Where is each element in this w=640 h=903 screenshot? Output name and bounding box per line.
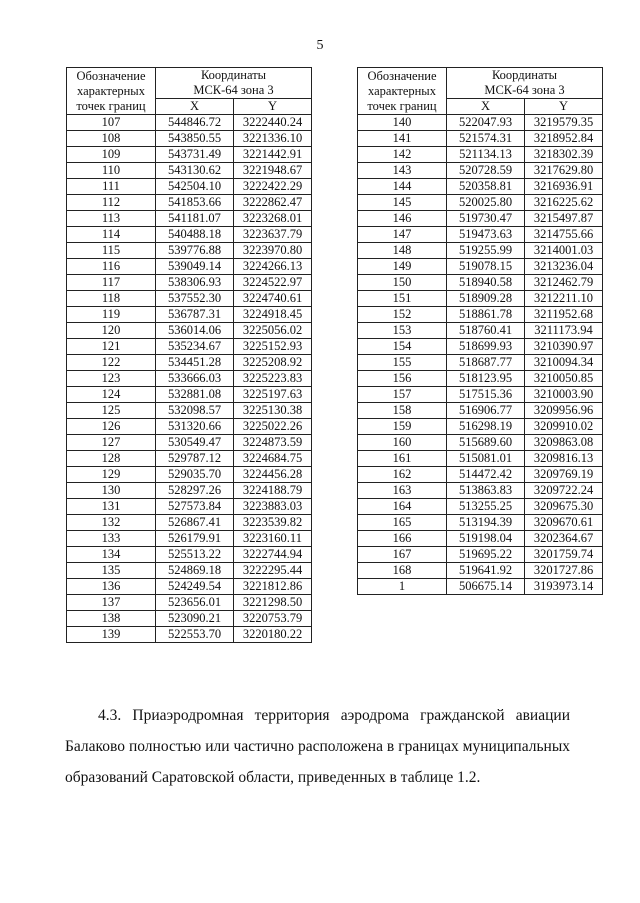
point-number-cell: 152 xyxy=(358,307,447,323)
designation-header-line: характерных xyxy=(368,83,436,98)
y-coordinate-cell: 3222295.44 xyxy=(234,563,312,579)
x-coordinate-cell: 525513.22 xyxy=(156,547,234,563)
y-coordinate-cell: 3209722.24 xyxy=(525,483,603,499)
table-row xyxy=(358,563,603,579)
x-header: X xyxy=(156,99,234,115)
x-coordinate-cell: 519473.63 xyxy=(447,227,525,243)
point-number-cell: 122 xyxy=(67,355,156,371)
point-number-cell: 117 xyxy=(67,275,156,291)
section-paragraph: 4.3. Приаэродромная территория аэродрома гражданской авиации Балаково полностью или частично расположена в границах муниципальных образований Саратовской области, приведенных в таблице 1.2. xyxy=(65,707,570,786)
y-coordinate-cell: 3202364.67 xyxy=(525,531,603,547)
y-coordinate-cell: 3210003.90 xyxy=(525,387,603,403)
table-row xyxy=(358,371,603,387)
designation-header xyxy=(358,68,447,115)
y-coordinate-cell: 3221336.10 xyxy=(234,131,312,147)
x-coordinate-cell: 518861.78 xyxy=(447,307,525,323)
x-coordinate-cell: 534451.28 xyxy=(156,355,234,371)
table-row xyxy=(358,115,603,131)
coordinates-header xyxy=(447,68,603,99)
y-coordinate-cell: 3224873.59 xyxy=(234,435,312,451)
x-coordinate-cell: 519078.15 xyxy=(447,259,525,275)
x-coordinate-cell: 517515.36 xyxy=(447,387,525,403)
point-number-cell: 140 xyxy=(358,115,447,131)
x-coordinate-cell: 544846.72 xyxy=(156,115,234,131)
point-number-cell: 108 xyxy=(67,131,156,147)
point-number-cell: 147 xyxy=(358,227,447,243)
x-coordinate-cell: 520025.80 xyxy=(447,195,525,211)
table-row xyxy=(67,435,312,451)
table-row xyxy=(67,595,312,611)
y-coordinate-cell: 3224522.97 xyxy=(234,275,312,291)
left-table-body xyxy=(67,115,312,643)
y-coordinate-cell: 3225208.92 xyxy=(234,355,312,371)
x-coordinate-cell: 518699.93 xyxy=(447,339,525,355)
x-coordinate-cell: 541181.07 xyxy=(156,211,234,227)
point-number-cell: 159 xyxy=(358,419,447,435)
y-coordinate-cell: 3201759.74 xyxy=(525,547,603,563)
table-row xyxy=(67,515,312,531)
designation-header xyxy=(67,68,156,115)
x-coordinate-cell: 538306.93 xyxy=(156,275,234,291)
table-row xyxy=(67,147,312,163)
y-coordinate-cell: 3201727.86 xyxy=(525,563,603,579)
table-row xyxy=(358,451,603,467)
y-coordinate-cell: 3225022.26 xyxy=(234,419,312,435)
y-coordinate-cell: 3218302.39 xyxy=(525,147,603,163)
table-row xyxy=(358,323,603,339)
table-row xyxy=(67,323,312,339)
x-coordinate-cell: 521134.13 xyxy=(447,147,525,163)
table-row xyxy=(67,179,312,195)
x-coordinate-cell: 518760.41 xyxy=(447,323,525,339)
y-coordinate-cell: 3224918.45 xyxy=(234,307,312,323)
table-row xyxy=(67,211,312,227)
coordinates-table-right xyxy=(357,67,603,595)
y-coordinate-cell: 3221812.86 xyxy=(234,579,312,595)
y-coordinate-cell: 3209863.08 xyxy=(525,435,603,451)
y-coordinate-cell: 3219579.35 xyxy=(525,115,603,131)
table-row xyxy=(358,291,603,307)
point-number-cell: 130 xyxy=(67,483,156,499)
table-row xyxy=(358,547,603,563)
point-number-cell: 167 xyxy=(358,547,447,563)
table-row xyxy=(67,579,312,595)
x-coordinate-cell: 527573.84 xyxy=(156,499,234,515)
y-coordinate-cell: 3220753.79 xyxy=(234,611,312,627)
x-coordinate-cell: 524869.18 xyxy=(156,563,234,579)
y-coordinate-cell: 3224456.28 xyxy=(234,467,312,483)
x-coordinate-cell: 513863.83 xyxy=(447,483,525,499)
table-row xyxy=(67,499,312,515)
y-coordinate-cell: 3223970.80 xyxy=(234,243,312,259)
table-row xyxy=(67,563,312,579)
y-coordinate-cell: 3214001.03 xyxy=(525,243,603,259)
point-number-cell: 153 xyxy=(358,323,447,339)
table-row xyxy=(358,131,603,147)
y-coordinate-cell: 3222440.24 xyxy=(234,115,312,131)
x-coordinate-cell: 519641.92 xyxy=(447,563,525,579)
y-coordinate-cell: 3209816.13 xyxy=(525,451,603,467)
table-row xyxy=(67,195,312,211)
y-coordinate-cell: 3216936.91 xyxy=(525,179,603,195)
x-coordinate-cell: 532881.08 xyxy=(156,387,234,403)
table-row xyxy=(67,483,312,499)
point-number-cell: 126 xyxy=(67,419,156,435)
x-coordinate-cell: 529787.12 xyxy=(156,451,234,467)
table-row xyxy=(67,419,312,435)
y-coordinate-cell: 3210050.85 xyxy=(525,371,603,387)
right-table-body xyxy=(358,115,603,595)
table-row xyxy=(358,419,603,435)
x-coordinate-cell: 542504.10 xyxy=(156,179,234,195)
designation-header-line: характерных xyxy=(77,83,145,98)
y-coordinate-cell: 3225130.38 xyxy=(234,403,312,419)
table-row xyxy=(67,403,312,419)
x-coordinate-cell: 543731.49 xyxy=(156,147,234,163)
point-number-cell: 136 xyxy=(67,579,156,595)
point-number-cell: 142 xyxy=(358,147,447,163)
y-coordinate-cell: 3212462.79 xyxy=(525,275,603,291)
table-row xyxy=(358,179,603,195)
y-coordinate-cell: 3210094.34 xyxy=(525,355,603,371)
table-row xyxy=(358,259,603,275)
point-number-cell: 166 xyxy=(358,531,447,547)
point-number-cell: 114 xyxy=(67,227,156,243)
table-row xyxy=(67,467,312,483)
table-row xyxy=(67,275,312,291)
point-number-cell: 119 xyxy=(67,307,156,323)
table-row xyxy=(358,275,603,291)
point-number-cell: 144 xyxy=(358,179,447,195)
y-coordinate-cell: 3225197.63 xyxy=(234,387,312,403)
x-coordinate-cell: 516906.77 xyxy=(447,403,525,419)
x-coordinate-cell: 543130.62 xyxy=(156,163,234,179)
x-coordinate-cell: 530549.47 xyxy=(156,435,234,451)
point-number-cell: 134 xyxy=(67,547,156,563)
table-row xyxy=(67,451,312,467)
point-number-cell: 120 xyxy=(67,323,156,339)
y-coordinate-cell: 3220180.22 xyxy=(234,627,312,643)
point-number-cell: 115 xyxy=(67,243,156,259)
table-row xyxy=(358,579,603,595)
y-coordinate-cell: 3224740.61 xyxy=(234,291,312,307)
table-row xyxy=(67,163,312,179)
table-row xyxy=(67,387,312,403)
point-number-cell: 131 xyxy=(67,499,156,515)
y-coordinate-cell: 3209769.19 xyxy=(525,467,603,483)
x-header: X xyxy=(447,99,525,115)
x-coordinate-cell: 518123.95 xyxy=(447,371,525,387)
x-coordinate-cell: 531320.66 xyxy=(156,419,234,435)
point-number-cell: 154 xyxy=(358,339,447,355)
x-coordinate-cell: 513194.39 xyxy=(447,515,525,531)
table-row xyxy=(67,339,312,355)
x-coordinate-cell: 536014.06 xyxy=(156,323,234,339)
x-coordinate-cell: 537552.30 xyxy=(156,291,234,307)
table-row xyxy=(358,243,603,259)
x-coordinate-cell: 535234.67 xyxy=(156,339,234,355)
point-number-cell: 116 xyxy=(67,259,156,275)
y-coordinate-cell: 3223539.82 xyxy=(234,515,312,531)
y-coordinate-cell: 3209675.30 xyxy=(525,499,603,515)
x-coordinate-cell: 519730.47 xyxy=(447,211,525,227)
x-coordinate-cell: 533666.03 xyxy=(156,371,234,387)
x-coordinate-cell: 516298.19 xyxy=(447,419,525,435)
table-row xyxy=(358,355,603,371)
point-number-cell: 158 xyxy=(358,403,447,419)
table-row xyxy=(358,483,603,499)
x-coordinate-cell: 520728.59 xyxy=(447,163,525,179)
x-coordinate-cell: 543850.55 xyxy=(156,131,234,147)
y-coordinate-cell: 3222862.47 xyxy=(234,195,312,211)
table-row xyxy=(67,307,312,323)
point-number-cell: 110 xyxy=(67,163,156,179)
x-coordinate-cell: 519695.22 xyxy=(447,547,525,563)
point-number-cell: 163 xyxy=(358,483,447,499)
table-row xyxy=(67,115,312,131)
x-coordinate-cell: 539776.88 xyxy=(156,243,234,259)
y-coordinate-cell: 3224266.13 xyxy=(234,259,312,275)
y-coordinate-cell: 3223160.11 xyxy=(234,531,312,547)
point-number-cell: 124 xyxy=(67,387,156,403)
x-coordinate-cell: 518687.77 xyxy=(447,355,525,371)
table-row xyxy=(358,387,603,403)
y-coordinate-cell: 3222744.94 xyxy=(234,547,312,563)
coordinates-table-left xyxy=(66,67,312,643)
table-row xyxy=(67,611,312,627)
table-row xyxy=(67,243,312,259)
point-number-cell: 137 xyxy=(67,595,156,611)
x-coordinate-cell: 514472.42 xyxy=(447,467,525,483)
designation-header-line: Обозначение xyxy=(367,68,437,83)
x-coordinate-cell: 524249.54 xyxy=(156,579,234,595)
y-coordinate-cell: 3217629.80 xyxy=(525,163,603,179)
point-number-cell: 155 xyxy=(358,355,447,371)
x-coordinate-cell: 539049.14 xyxy=(156,259,234,275)
x-coordinate-cell: 515081.01 xyxy=(447,451,525,467)
table-row xyxy=(358,307,603,323)
point-number-cell: 129 xyxy=(67,467,156,483)
y-coordinate-cell: 3225223.83 xyxy=(234,371,312,387)
point-number-cell: 164 xyxy=(358,499,447,515)
x-coordinate-cell: 540488.18 xyxy=(156,227,234,243)
table-row xyxy=(67,547,312,563)
point-number-cell: 151 xyxy=(358,291,447,307)
x-coordinate-cell: 522047.93 xyxy=(447,115,525,131)
y-coordinate-cell: 3211952.68 xyxy=(525,307,603,323)
point-number-cell: 145 xyxy=(358,195,447,211)
coordinates-header-line: Координаты xyxy=(491,68,558,82)
coordinates-header-line: МСК-64 зона 3 xyxy=(193,83,274,97)
x-coordinate-cell: 541853.66 xyxy=(156,195,234,211)
x-coordinate-cell: 506675.14 xyxy=(447,579,525,595)
coordinates-header-line: МСК-64 зона 3 xyxy=(484,83,565,97)
table-row xyxy=(358,467,603,483)
table-row xyxy=(67,131,312,147)
point-number-cell: 146 xyxy=(358,211,447,227)
y-header: Y xyxy=(525,99,603,115)
table-row xyxy=(358,435,603,451)
point-number-cell: 165 xyxy=(358,515,447,531)
table-row xyxy=(358,339,603,355)
y-coordinate-cell: 3222422.29 xyxy=(234,179,312,195)
point-number-cell: 150 xyxy=(358,275,447,291)
point-number-cell: 118 xyxy=(67,291,156,307)
y-coordinate-cell: 3209956.96 xyxy=(525,403,603,419)
y-coordinate-cell: 3223637.79 xyxy=(234,227,312,243)
table-row xyxy=(358,147,603,163)
x-coordinate-cell: 518909.28 xyxy=(447,291,525,307)
y-coordinate-cell: 3224684.75 xyxy=(234,451,312,467)
table-row xyxy=(67,227,312,243)
point-number-cell: 143 xyxy=(358,163,447,179)
y-coordinate-cell: 3218952.84 xyxy=(525,131,603,147)
designation-header-line: точек границ xyxy=(367,98,437,113)
y-coordinate-cell: 3214755.66 xyxy=(525,227,603,243)
table-row xyxy=(67,259,312,275)
point-number-cell: 111 xyxy=(67,179,156,195)
x-coordinate-cell: 520358.81 xyxy=(447,179,525,195)
table-row xyxy=(67,355,312,371)
point-number-cell: 141 xyxy=(358,131,447,147)
y-coordinate-cell: 3209670.61 xyxy=(525,515,603,531)
x-coordinate-cell: 519198.04 xyxy=(447,531,525,547)
y-coordinate-cell: 3225152.93 xyxy=(234,339,312,355)
y-coordinate-cell: 3216225.62 xyxy=(525,195,603,211)
y-coordinate-cell: 3221298.50 xyxy=(234,595,312,611)
point-number-cell: 133 xyxy=(67,531,156,547)
point-number-cell: 135 xyxy=(67,563,156,579)
point-number-cell: 139 xyxy=(67,627,156,643)
x-coordinate-cell: 532098.57 xyxy=(156,403,234,419)
y-coordinate-cell: 3221948.67 xyxy=(234,163,312,179)
point-number-cell: 148 xyxy=(358,243,447,259)
table-row xyxy=(67,371,312,387)
designation-header-line: Обозначение xyxy=(76,68,146,83)
table-row xyxy=(67,627,312,643)
y-coordinate-cell: 3210390.97 xyxy=(525,339,603,355)
page-number: 5 xyxy=(316,38,324,53)
table-row xyxy=(358,515,603,531)
y-coordinate-cell: 3225056.02 xyxy=(234,323,312,339)
point-number-cell: 132 xyxy=(67,515,156,531)
table-row xyxy=(358,163,603,179)
point-number-cell: 161 xyxy=(358,451,447,467)
x-coordinate-cell: 528297.26 xyxy=(156,483,234,499)
y-coordinate-cell: 3223268.01 xyxy=(234,211,312,227)
coordinates-header xyxy=(156,68,312,99)
x-coordinate-cell: 519255.99 xyxy=(447,243,525,259)
point-number-cell: 109 xyxy=(67,147,156,163)
point-number-cell: 128 xyxy=(67,451,156,467)
point-number-cell: 121 xyxy=(67,339,156,355)
y-coordinate-cell: 3224188.79 xyxy=(234,483,312,499)
point-number-cell: 107 xyxy=(67,115,156,131)
point-number-cell: 149 xyxy=(358,259,447,275)
point-number-cell: 162 xyxy=(358,467,447,483)
x-coordinate-cell: 523090.21 xyxy=(156,611,234,627)
point-number-cell: 138 xyxy=(67,611,156,627)
y-coordinate-cell: 3213236.04 xyxy=(525,259,603,275)
table-row xyxy=(67,531,312,547)
point-number-cell: 125 xyxy=(67,403,156,419)
x-coordinate-cell: 515689.60 xyxy=(447,435,525,451)
point-number-cell: 112 xyxy=(67,195,156,211)
x-coordinate-cell: 522553.70 xyxy=(156,627,234,643)
table-row xyxy=(358,531,603,547)
point-number-cell: 156 xyxy=(358,371,447,387)
point-number-cell: 123 xyxy=(67,371,156,387)
y-coordinate-cell: 3212211.10 xyxy=(525,291,603,307)
x-coordinate-cell: 526179.91 xyxy=(156,531,234,547)
point-number-cell: 113 xyxy=(67,211,156,227)
x-coordinate-cell: 526867.41 xyxy=(156,515,234,531)
table-row xyxy=(358,227,603,243)
designation-header-line: точек границ xyxy=(76,98,146,113)
point-number-cell: 1 xyxy=(358,579,447,595)
coordinates-header-line: Координаты xyxy=(200,68,267,82)
point-number-cell: 160 xyxy=(358,435,447,451)
y-coordinate-cell: 3193973.14 xyxy=(525,579,603,595)
y-coordinate-cell: 3211173.94 xyxy=(525,323,603,339)
x-coordinate-cell: 518940.58 xyxy=(447,275,525,291)
point-number-cell: 157 xyxy=(358,387,447,403)
table-row xyxy=(358,211,603,227)
y-coordinate-cell: 3209910.02 xyxy=(525,419,603,435)
table-row xyxy=(358,195,603,211)
table-row xyxy=(67,291,312,307)
table-row xyxy=(358,499,603,515)
table-row xyxy=(358,403,603,419)
y-header: Y xyxy=(234,99,312,115)
y-coordinate-cell: 3223883.03 xyxy=(234,499,312,515)
x-coordinate-cell: 513255.25 xyxy=(447,499,525,515)
point-number-cell: 168 xyxy=(358,563,447,579)
x-coordinate-cell: 529035.70 xyxy=(156,467,234,483)
x-coordinate-cell: 523656.01 xyxy=(156,595,234,611)
point-number-cell: 127 xyxy=(67,435,156,451)
y-coordinate-cell: 3221442.91 xyxy=(234,147,312,163)
x-coordinate-cell: 521574.31 xyxy=(447,131,525,147)
x-coordinate-cell: 536787.31 xyxy=(156,307,234,323)
y-coordinate-cell: 3215497.87 xyxy=(525,211,603,227)
